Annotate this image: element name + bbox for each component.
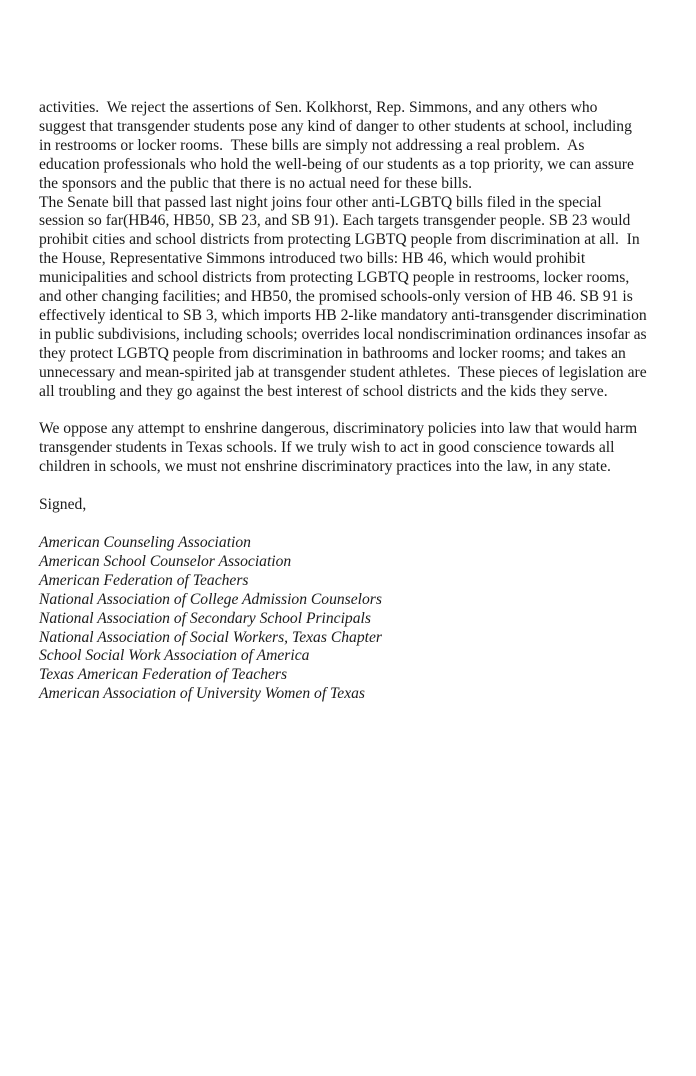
signatory-item: National Association of College Admission Counselors bbox=[39, 590, 382, 608]
body-paragraph-1 bbox=[39, 99, 689, 402]
closing-text: Signed, bbox=[39, 496, 87, 513]
text-line: unnecessary and mean-spirited jab at transgender student athletes. These pieces of legislation are bbox=[39, 363, 647, 381]
text-line: and other changing facilities; and HB50, the promised schools-only version of HB 46. SB 91 is bbox=[39, 288, 633, 306]
text-line: the sponsors and the public that there is no actual need for these bills. bbox=[39, 174, 473, 192]
text-line: The Senate bill that passed last night joins four other anti-LGBTQ bills filed in the special bbox=[39, 193, 602, 211]
signatory-item: American Association of University Women of Texas bbox=[39, 685, 365, 703]
closing-signed bbox=[39, 496, 689, 515]
text-line: session so far(HB46, HB50, SB 23, and SB 91). Each targets transgender people. SB 23 would bbox=[39, 212, 631, 230]
text-line: in public subdivisions, including schools; overrides local nondiscrimination ordinances insofar as bbox=[39, 325, 647, 343]
signatory-item: National Association of Social Workers, Texas Chapter bbox=[39, 628, 382, 646]
text-line: all troubling and they go against the best interest of school districts and the kids they serve. bbox=[39, 382, 608, 400]
text-line: prohibit cities and school districts from protecting LGBTQ people from discrimination at all. In bbox=[39, 231, 640, 249]
signatory-list bbox=[39, 534, 689, 704]
signatory-item: American Counseling Association bbox=[39, 534, 251, 551]
signatory-item: American School Counselor Association bbox=[39, 552, 292, 570]
text-line: activities. We reject the assertions of Sen. Kolkhorst, Rep. Simmons, and any others who bbox=[39, 99, 598, 116]
text-line: transgender students in Texas schools. If we truly wish to act in good conscience towards all bbox=[39, 438, 615, 456]
text-line: We oppose any attempt to enshrine dangerous, discriminatory policies into law that would harm bbox=[39, 420, 638, 437]
text-line: municipalities and school districts from protecting LGBTQ people in restrooms, locker rooms, bbox=[39, 269, 630, 287]
text-line: education professionals who hold the well-being of our students as a top priority, we can assure bbox=[39, 155, 634, 173]
text-line: the House, Representative Simmons introduced two bills: HB 46, which would prohibit bbox=[39, 250, 586, 268]
text-line: they protect LGBTQ people from discrimination in bathrooms and locker rooms; and takes an bbox=[39, 344, 626, 362]
signatory-item: Texas American Federation of Teachers bbox=[39, 666, 288, 684]
text-line: suggest that transgender students pose any kind of danger to other students at school, including bbox=[39, 117, 632, 135]
signatory-item: American Federation of Teachers bbox=[39, 571, 249, 589]
signatory-item: School Social Work Association of America bbox=[39, 647, 310, 665]
text-line: effectively identical to SB 3, which imports HB 2-like mandatory anti-transgender discrimination bbox=[39, 306, 647, 324]
text-line: in restrooms or locker rooms. These bills are simply not addressing a real problem. As bbox=[39, 136, 585, 154]
body-paragraph-2 bbox=[39, 420, 689, 477]
signatory-item: National Association of Secondary School Principals bbox=[39, 609, 371, 627]
text-line: children in schools, we must not enshrine discriminatory practices into the law, in any state. bbox=[39, 457, 611, 475]
